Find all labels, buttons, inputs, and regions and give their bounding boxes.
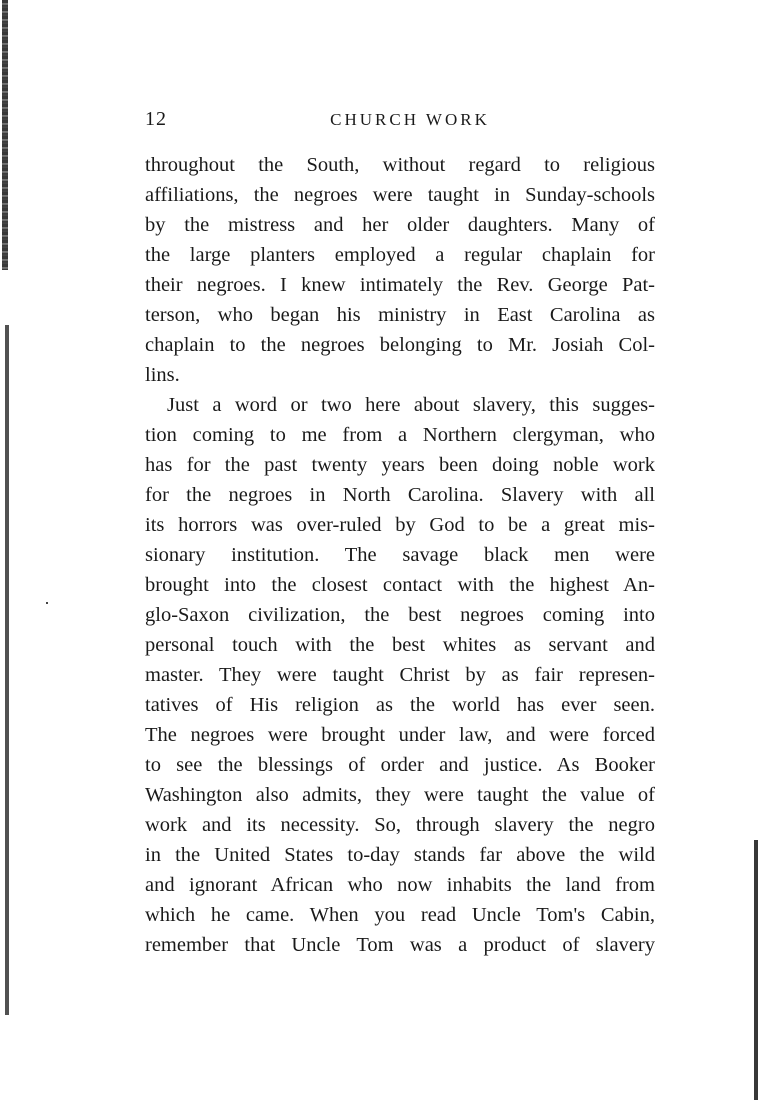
text-line: chaplain to the negroes belonging to Mr. Josiah Col-	[145, 334, 655, 356]
page-header	[145, 108, 655, 138]
text-line: in the United States to-day stands far above the wild	[145, 844, 655, 866]
running-head: CHURCH WORK	[330, 110, 490, 129]
text-line: affiliations, the negroes were taught in Sunday-schools	[145, 184, 655, 206]
paragraph	[145, 150, 655, 390]
text-line: tion coming to me from a Northern clergyman, who	[145, 424, 655, 446]
text-line: glo-Saxon civilization, the best negroes coming into	[145, 604, 655, 626]
text-line: terson, who began his ministry in East Carolina as	[145, 304, 655, 326]
text-line: by the mistress and her older daughters. Many of	[145, 214, 655, 236]
text-line: their negroes. I knew intimately the Rev. George Pat-	[145, 274, 655, 296]
scan-edge-artifact	[754, 840, 758, 1100]
text-line: master. They were taught Christ by as fair represen-	[145, 664, 655, 686]
text-line: lins.	[145, 364, 180, 386]
text-line: tatives of His religion as the world has ever seen.	[145, 694, 655, 716]
text-line: remember that Uncle Tom was a product of slavery	[145, 934, 655, 956]
text-line: the large planters employed a regular chaplain for	[145, 244, 655, 266]
text-line: has for the past twenty years been doing noble work	[145, 454, 655, 476]
paragraph	[145, 390, 655, 960]
text-line: brought into the closest contact with the highest An-	[145, 574, 655, 596]
scan-speck	[46, 602, 48, 604]
text-line: throughout the South, without regard to religious	[145, 154, 655, 176]
text-line: which he came. When you read Uncle Tom's Cabin,	[145, 904, 655, 926]
text-line: personal touch with the best whites as servant and	[145, 634, 655, 656]
text-line: to see the blessings of order and justice. As Booker	[145, 754, 655, 776]
text-line: work and its necessity. So, through slavery the negro	[145, 814, 655, 836]
page-number: 12	[145, 108, 167, 130]
text-line: its horrors was over-ruled by God to be a great mis-	[145, 514, 655, 536]
text-line: and ignorant African who now inhabits the land from	[145, 874, 655, 896]
text-line: Washington also admits, they were taught the value of	[145, 784, 655, 806]
text-line: for the negroes in North Carolina. Slavery with all	[145, 484, 655, 506]
text-line: Just a word or two here about slavery, this sugges-	[167, 394, 655, 416]
text-line: sionary institution. The savage black men were	[145, 544, 655, 566]
scan-edge-artifact	[5, 325, 9, 1015]
scan-edge-artifact	[2, 0, 8, 270]
text-line: The negroes were brought under law, and were forced	[145, 724, 655, 746]
body-text	[145, 150, 655, 960]
